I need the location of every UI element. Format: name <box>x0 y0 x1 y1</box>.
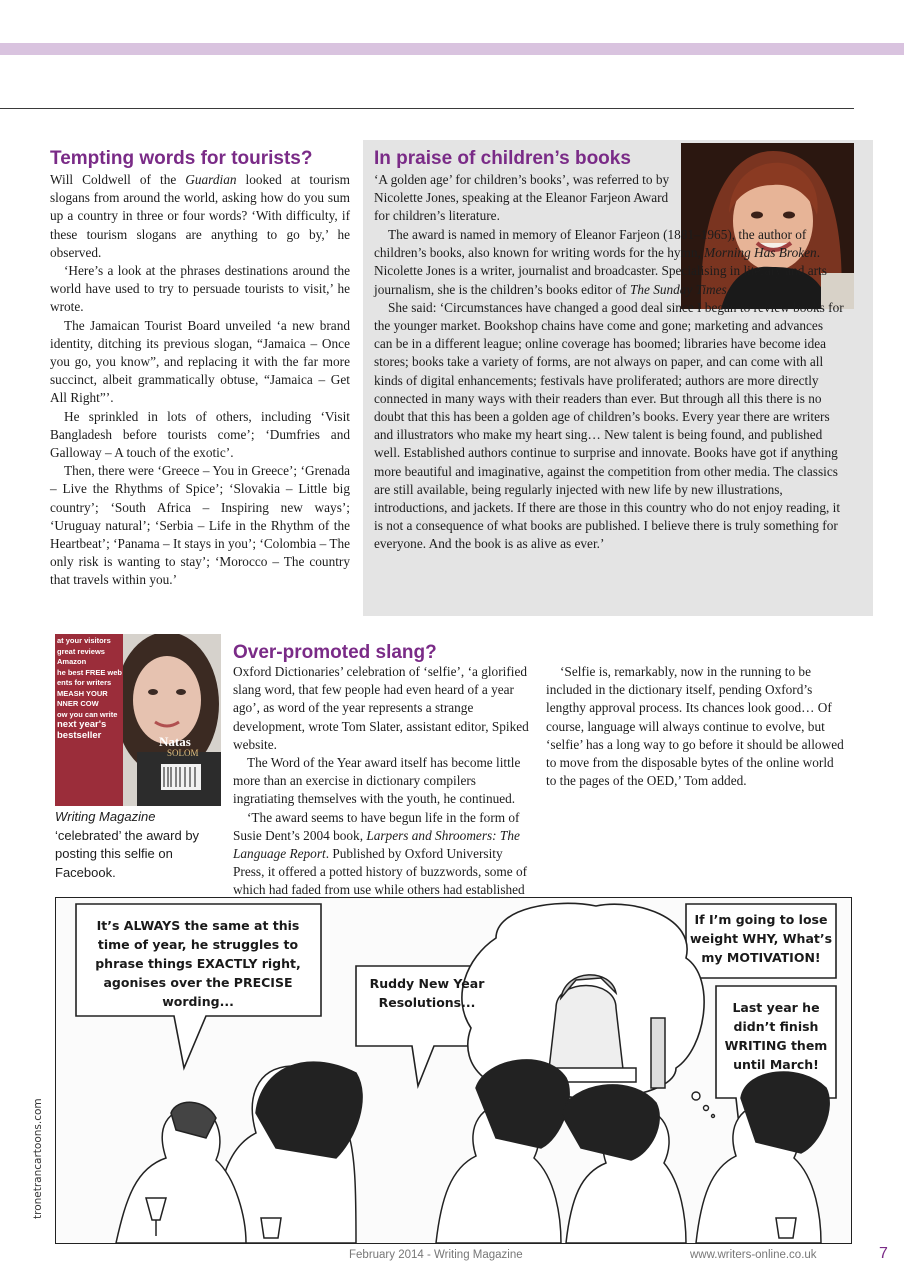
text-run: looked at tourism slogans from around the world, asking how do you sum up a country in three or four words? ‘With difficulty, if these tourism slogans are anything to go by,’ he observed. <box>50 172 351 260</box>
cover-line: ents for writers <box>57 678 112 687</box>
text-run: The award is named in memory of Eleanor Farjeon (1881–1965), the author of children’s books, also known for writing words for the hymn, <box>374 227 807 261</box>
tourists-article-body <box>50 171 350 590</box>
slang-article-col2 <box>546 663 846 790</box>
childrens-paragraph: She said: ‘Circumstances have changed a good deal since I began to review books for the younger market. Bookshop chains have come and gone; marketing and advances can be in a different league; online coverage has boomed; libraries have become idea stores; books take a variety of forms, are not always on paper, and can come with all kinds of digital enhancements; festivals have proliferated; authors are more directly connected in many ways with their readers than ever. But through all this there is no doubt that this has been a golden age of children’s books. Every year there are writers and illustrators who make my heart sing… New talent is being found, and published well. Established authors continue to surprise and innovate. Books have got if anything more beautiful and imaginative, against the competition from other media. The classics are still available, being regularly injected with new life by new illustrations, introductions, and jackets. If there are those in this country who do not enjoy reading, it is not a consequence of what books are published. I believe there is truly something for everyone. And the book is as alive as ever.’ <box>374 299 844 552</box>
slang-paragraph: ‘Selfie is, remarkably, now in the running to be included in the dictionary itself, pending Oxford’s lengthy approval process. Its chances look good… Of course, language will always continue to evolve, but ‘selfie’ has a long way to go before it should be allowed to move from the disposable bytes of the online world to the pages of the OED,’ Tom added. <box>546 664 844 789</box>
footer-issue: February 2014 - Writing Magazine <box>349 1249 523 1261</box>
cartoon-panel <box>55 897 852 1244</box>
slang-paragraph: Oxford Dictionaries’ celebration of ‘selfie’, ‘a glorified slang word, that few people had even heard of a year ago’, as word of the year represents a strange development, wrote Tom Slater, assistant editor, Spiked website. <box>233 664 529 752</box>
cover-line: Amazon <box>57 657 87 666</box>
cover-line: ow you can write <box>57 709 118 719</box>
text-run: . Nicolette Jones is a writer, journalist and broadcaster. Specialising in literary and arts journalism, she is the children’s books editor of <box>374 245 827 297</box>
selfie-photo <box>55 634 221 806</box>
cover-line: NNER COW <box>57 699 99 708</box>
childrens-paragraph <box>374 226 844 299</box>
header-rule <box>0 108 854 109</box>
cover-line: great reviews <box>57 646 105 656</box>
childrens-books-headline: In praise of children’s books <box>374 148 631 169</box>
cover-line: at your visitors <box>57 636 111 645</box>
text-run: ‘The award seems to have begun life in the form of Susie Dent’s 2004 book, <box>233 809 520 843</box>
book-title: Larpers and Shroomers: The Language Report <box>233 827 520 862</box>
tourists-paragraph: Then, there were ‘Greece – You in Greece’; ‘Grenada – Live the Rhythms of Spice’; ‘Slovakia – Little big country’; ‘South Africa – Inspiring new ways’; ‘Uruguay natural’; ‘Serbia – Life in the Rhythm of the Heartbeat’; ‘Panama – It stays in you’; ‘Colombia – The only risk is wanting to stay’; ‘Morocco – The country that travels within you.’ <box>50 463 350 588</box>
childrens-intro <box>374 171 674 226</box>
publication-name: Guardian <box>185 172 237 187</box>
tourists-paragraph <box>50 171 350 262</box>
cover-author-surname: SOLOM <box>167 748 199 758</box>
tourists-paragraph: He sprinkled in lots of others, including ‘Visit Bangladesh before tourists come’; ‘Dumfries and Galloway – A touch of the exotic’. <box>50 408 350 461</box>
text-run: . <box>726 281 731 297</box>
slang-paragraph: The Word of the Year award itself has become little more than an exercise in dictionary compilers ingratiating themselves with the youth, he continued. <box>233 755 521 807</box>
publication-name: The Sunday Times <box>629 281 727 297</box>
magazine-cover-lines <box>57 636 123 741</box>
thought-bubble: If I’m going to lose weight WHY, What’s my MOTIVATION! <box>689 912 833 965</box>
caption-text: ‘celebrated’ the award by posting this selfie on Facebook. <box>55 827 200 880</box>
cover-line: MEASH YOUR <box>57 688 108 698</box>
text-run: . Published by Oxford University Press, it offered a potted history of buzzwords, some of which had faded from use while others had established <box>233 846 528 898</box>
childrens-paragraph: ‘A golden age’ for children’s books’, was referred to by Nicolette Jones, speaking at the Eleanor Farjeon Award for children’s literature. <box>374 172 670 224</box>
speech-bubble-1: It’s ALWAYS the same at this time of year, he struggles to phrase things EXACTLY right, agonises over the PRECISE wording... <box>95 918 301 1009</box>
text-run: Will Coldwell of the <box>50 172 186 187</box>
selfie-caption <box>55 808 225 882</box>
hymn-title: Morning Has Broken <box>704 245 817 261</box>
cartoonist-credit: tronetrancartoons.com <box>32 1098 44 1219</box>
cover-author-name: Natas <box>159 734 191 749</box>
tourists-headline: Tempting words for tourists? <box>50 148 313 169</box>
footer-website[interactable]: www.writers-online.co.uk <box>690 1249 817 1261</box>
slang-article-col1 <box>233 663 531 918</box>
cover-line: next year's <box>57 719 107 730</box>
childrens-article-body <box>374 226 844 554</box>
magazine-name: Writing Magazine <box>55 809 156 824</box>
cover-line: he best FREE web <box>57 667 123 677</box>
speech-bubble-4: Last year he didn’t finish WRITING them until March! <box>724 1000 828 1072</box>
tourists-paragraph: ‘Here’s a look at the phrases destinations around the world have used to try to persuade tourists to visit,’ he wrote. <box>50 263 350 315</box>
page-number: 7 <box>879 1245 888 1262</box>
slang-headline: Over-promoted slang? <box>233 642 437 663</box>
speech-bubble-2: Ruddy New Year Resolutions... <box>369 976 485 1010</box>
tourists-paragraph: The Jamaican Tourist Board unveiled ‘a new brand identity, ditching its previous slogan, “Jamaica – Once you go, you know”, and replacing it with the far more succinct, albeit grammatically obtuse, “Jamaica – Get All Right”’. <box>50 317 350 406</box>
cover-line: bestseller <box>57 729 102 741</box>
top-color-band <box>0 43 904 55</box>
